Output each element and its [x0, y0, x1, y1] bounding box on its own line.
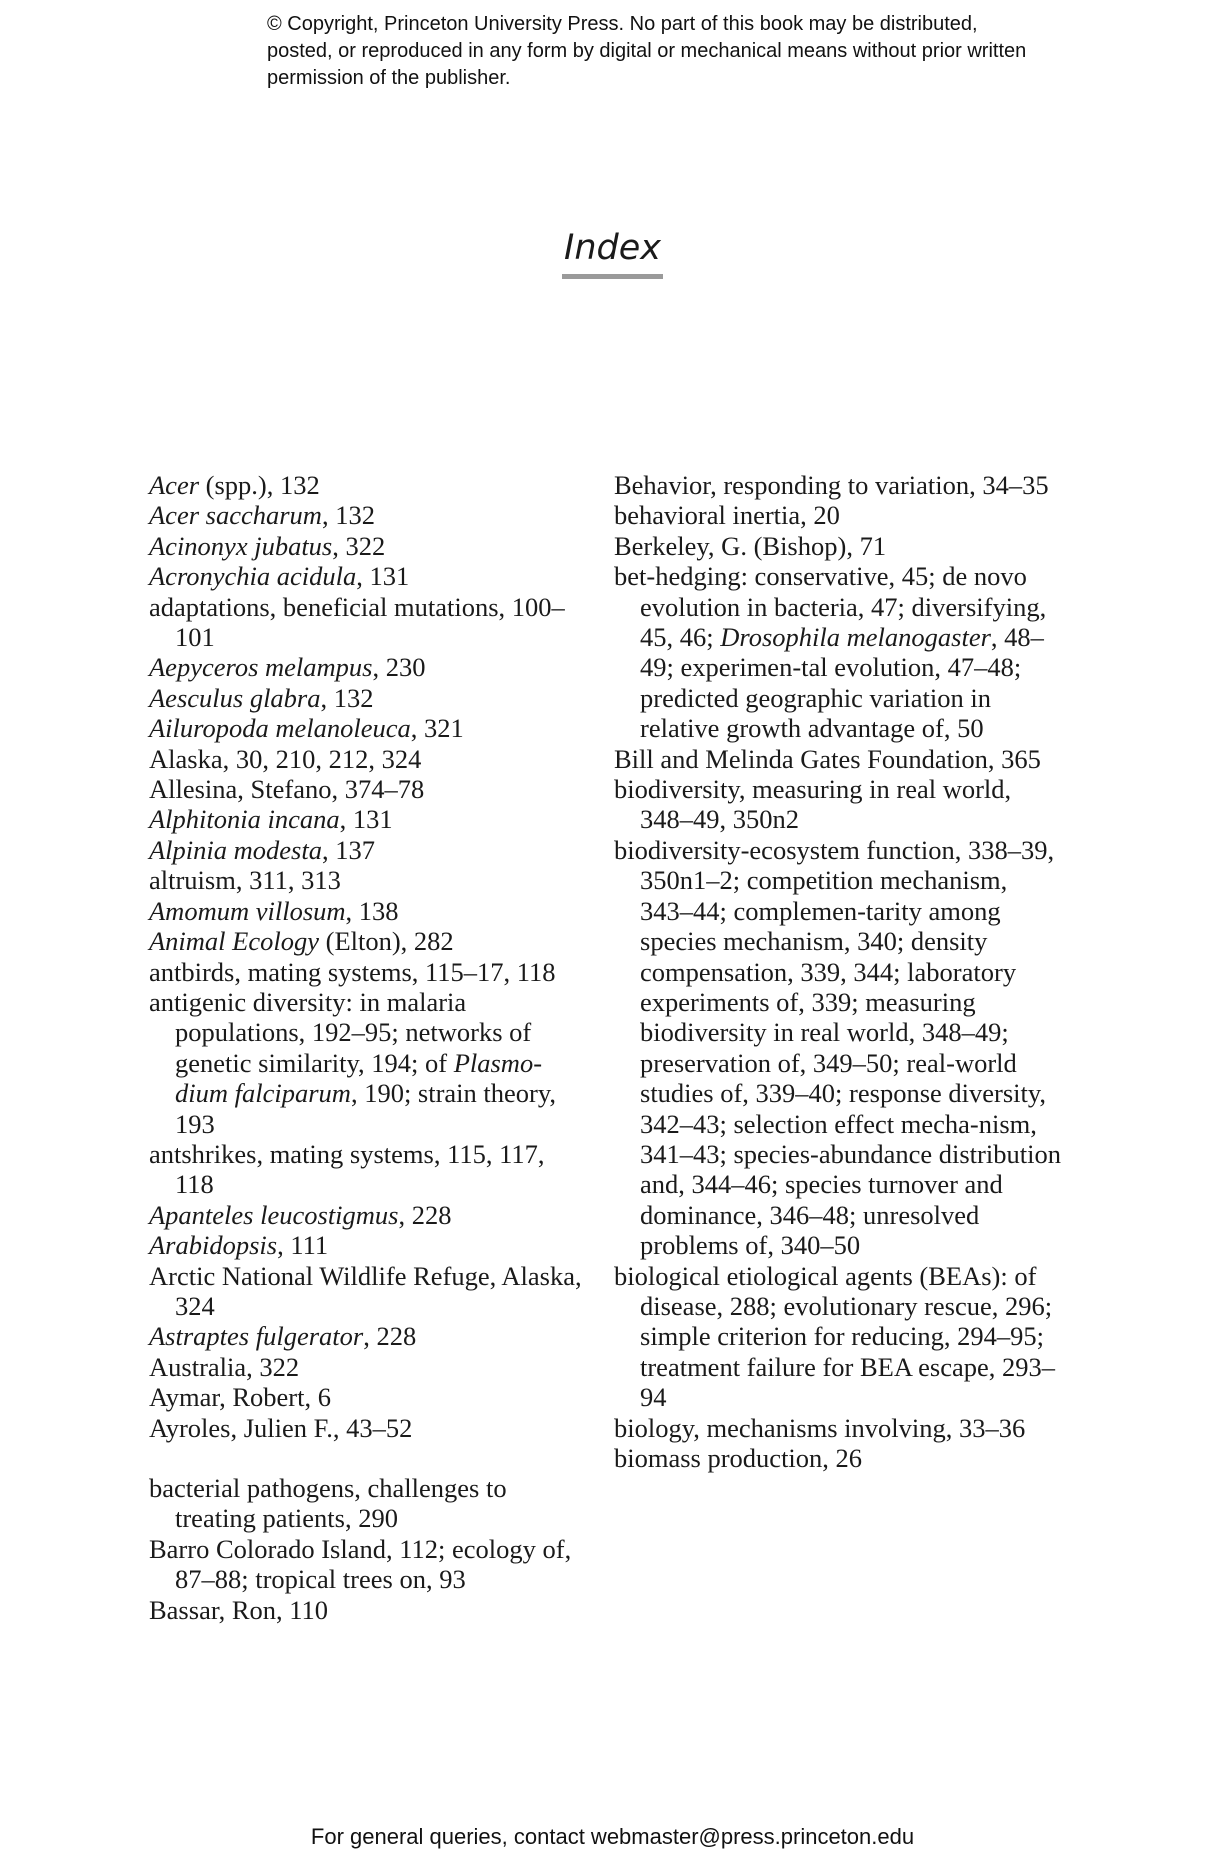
index-entry: Acronychia acidula, 131 — [149, 561, 410, 592]
index-entry: Acer saccharum, 132 — [149, 500, 375, 531]
index-entry: Australia, 322 — [149, 1351, 300, 1382]
index-entry: Aesculus glabra, 132 — [149, 682, 374, 713]
index-entry: Astraptes fulgerator, 228 — [149, 1321, 417, 1352]
index-entry: Apanteles leucostigmus, 228 — [149, 1199, 452, 1230]
index-entry: Alphitonia incana, 131 — [149, 804, 393, 835]
index-entry: antigenic diversity: in malaria populations, 192–95; networks of genetic similarity, 194; of Plasmo-dium falciparum, 190; strain theory, 193 — [149, 986, 557, 1139]
index-entry: behavioral inertia, 20 — [614, 500, 840, 531]
index-entry: biomass production, 26 — [614, 1443, 863, 1473]
index-entry: adaptations, beneficial mutations, 100–101 — [149, 591, 565, 653]
index-entry: Allesina, Stefano, 374–78 — [149, 774, 425, 805]
title-wrapper — [0, 226, 1225, 279]
copyright-notice: © Copyright, Princeton University Press. No part of this book may be distributed, posted, or reproduced in any form by digital or mechanical means without prior written permission of the publisher. — [267, 13, 1027, 89]
index-entry: Alaska, 30, 210, 212, 324 — [149, 743, 422, 774]
index-entry: Behavior, responding to variation, 34–35 — [614, 470, 1049, 500]
index-entry: Animal Ecology (Elton), 282 — [149, 926, 454, 957]
index-entry: Arabidopsis, 111 — [149, 1230, 329, 1261]
index-entry: Barro Colorado Island, 112; ecology of, 87–88; tropical trees on, 93 — [149, 1533, 572, 1595]
index-entry: Aymar, Robert, 6 — [149, 1382, 331, 1413]
index-column-left — [149, 470, 589, 1625]
index-entry: Arctic National Wildlife Refuge, Alaska, 324 — [149, 1260, 582, 1321]
footer-contact: For general queries, contact webmaster@press.princeton.edu — [310, 1824, 915, 1849]
index-entry: bet-hedging: conservative, 45; de novo evolution in bacteria, 47; diversifying, 45, 46; Drosophila melanogaster, 48–49; experimen-tal evolution, 47–48; predicted geographic variation in relative growth advantage of, 50 — [614, 561, 1047, 744]
index-entry: Alpinia modesta, 137 — [149, 834, 375, 865]
index-entry: Ayroles, Julien F., 43–52 — [149, 1412, 413, 1443]
index-entry: Bassar, Ron, 110 — [149, 1594, 329, 1625]
index-entry: altruism, 311, 313 — [149, 865, 341, 896]
index-entry: Ailuropoda melanoleuca, 321 — [149, 713, 464, 744]
index-entry: biodiversity, measuring in real world, 348–49, 350n2 — [614, 774, 1012, 835]
index-entry: antshrikes, mating systems, 115, 117, 118 — [149, 1138, 545, 1200]
index-entry: Bill and Melinda Gates Foundation, 365 — [614, 743, 1041, 774]
index-entry: biodiversity-ecosystem function, 338–39, 350n1–2; competition mechanism, 343–44; complemen-tarity among species mechanism, 340; density compensation, 339, 344; laboratory experiments of, 339; measuring biodiversity in real world, 348–49; preservation of, 349–50; real-world studies of, 339–40; response diversity, 342–43; selection effect mecha-nism, 341–43; species-abundance distribution and, 344–46; species turnover and dominance, 346–48; unresolved problems of, 340–50 — [614, 834, 1061, 1261]
index-entry: Berkeley, G. (Bishop), 71 — [614, 530, 887, 561]
page-title: Index — [562, 226, 663, 279]
index-entry: biological etiological agents (BEAs): of disease, 288; evolutionary rescue, 296; simple criterion for reducing, 294–95; treatment failure for BEA escape, 293–94 — [614, 1260, 1056, 1413]
index-entry: bacterial pathogens, challenges to treating patients, 290 — [149, 1473, 507, 1534]
index-entry: Amomum villosum, 138 — [149, 895, 399, 926]
index-entry: Acinonyx jubatus, 322 — [149, 530, 386, 561]
index-entry: antbirds, mating systems, 115–17, 118 — [149, 956, 556, 987]
index-entry: biology, mechanisms involving, 33–36 — [614, 1412, 1026, 1443]
index-entry: Aepyceros melampus, 230 — [149, 652, 426, 683]
index-entry: Acer (spp.), 132 — [149, 470, 320, 500]
index-column-right — [614, 470, 1064, 1473]
